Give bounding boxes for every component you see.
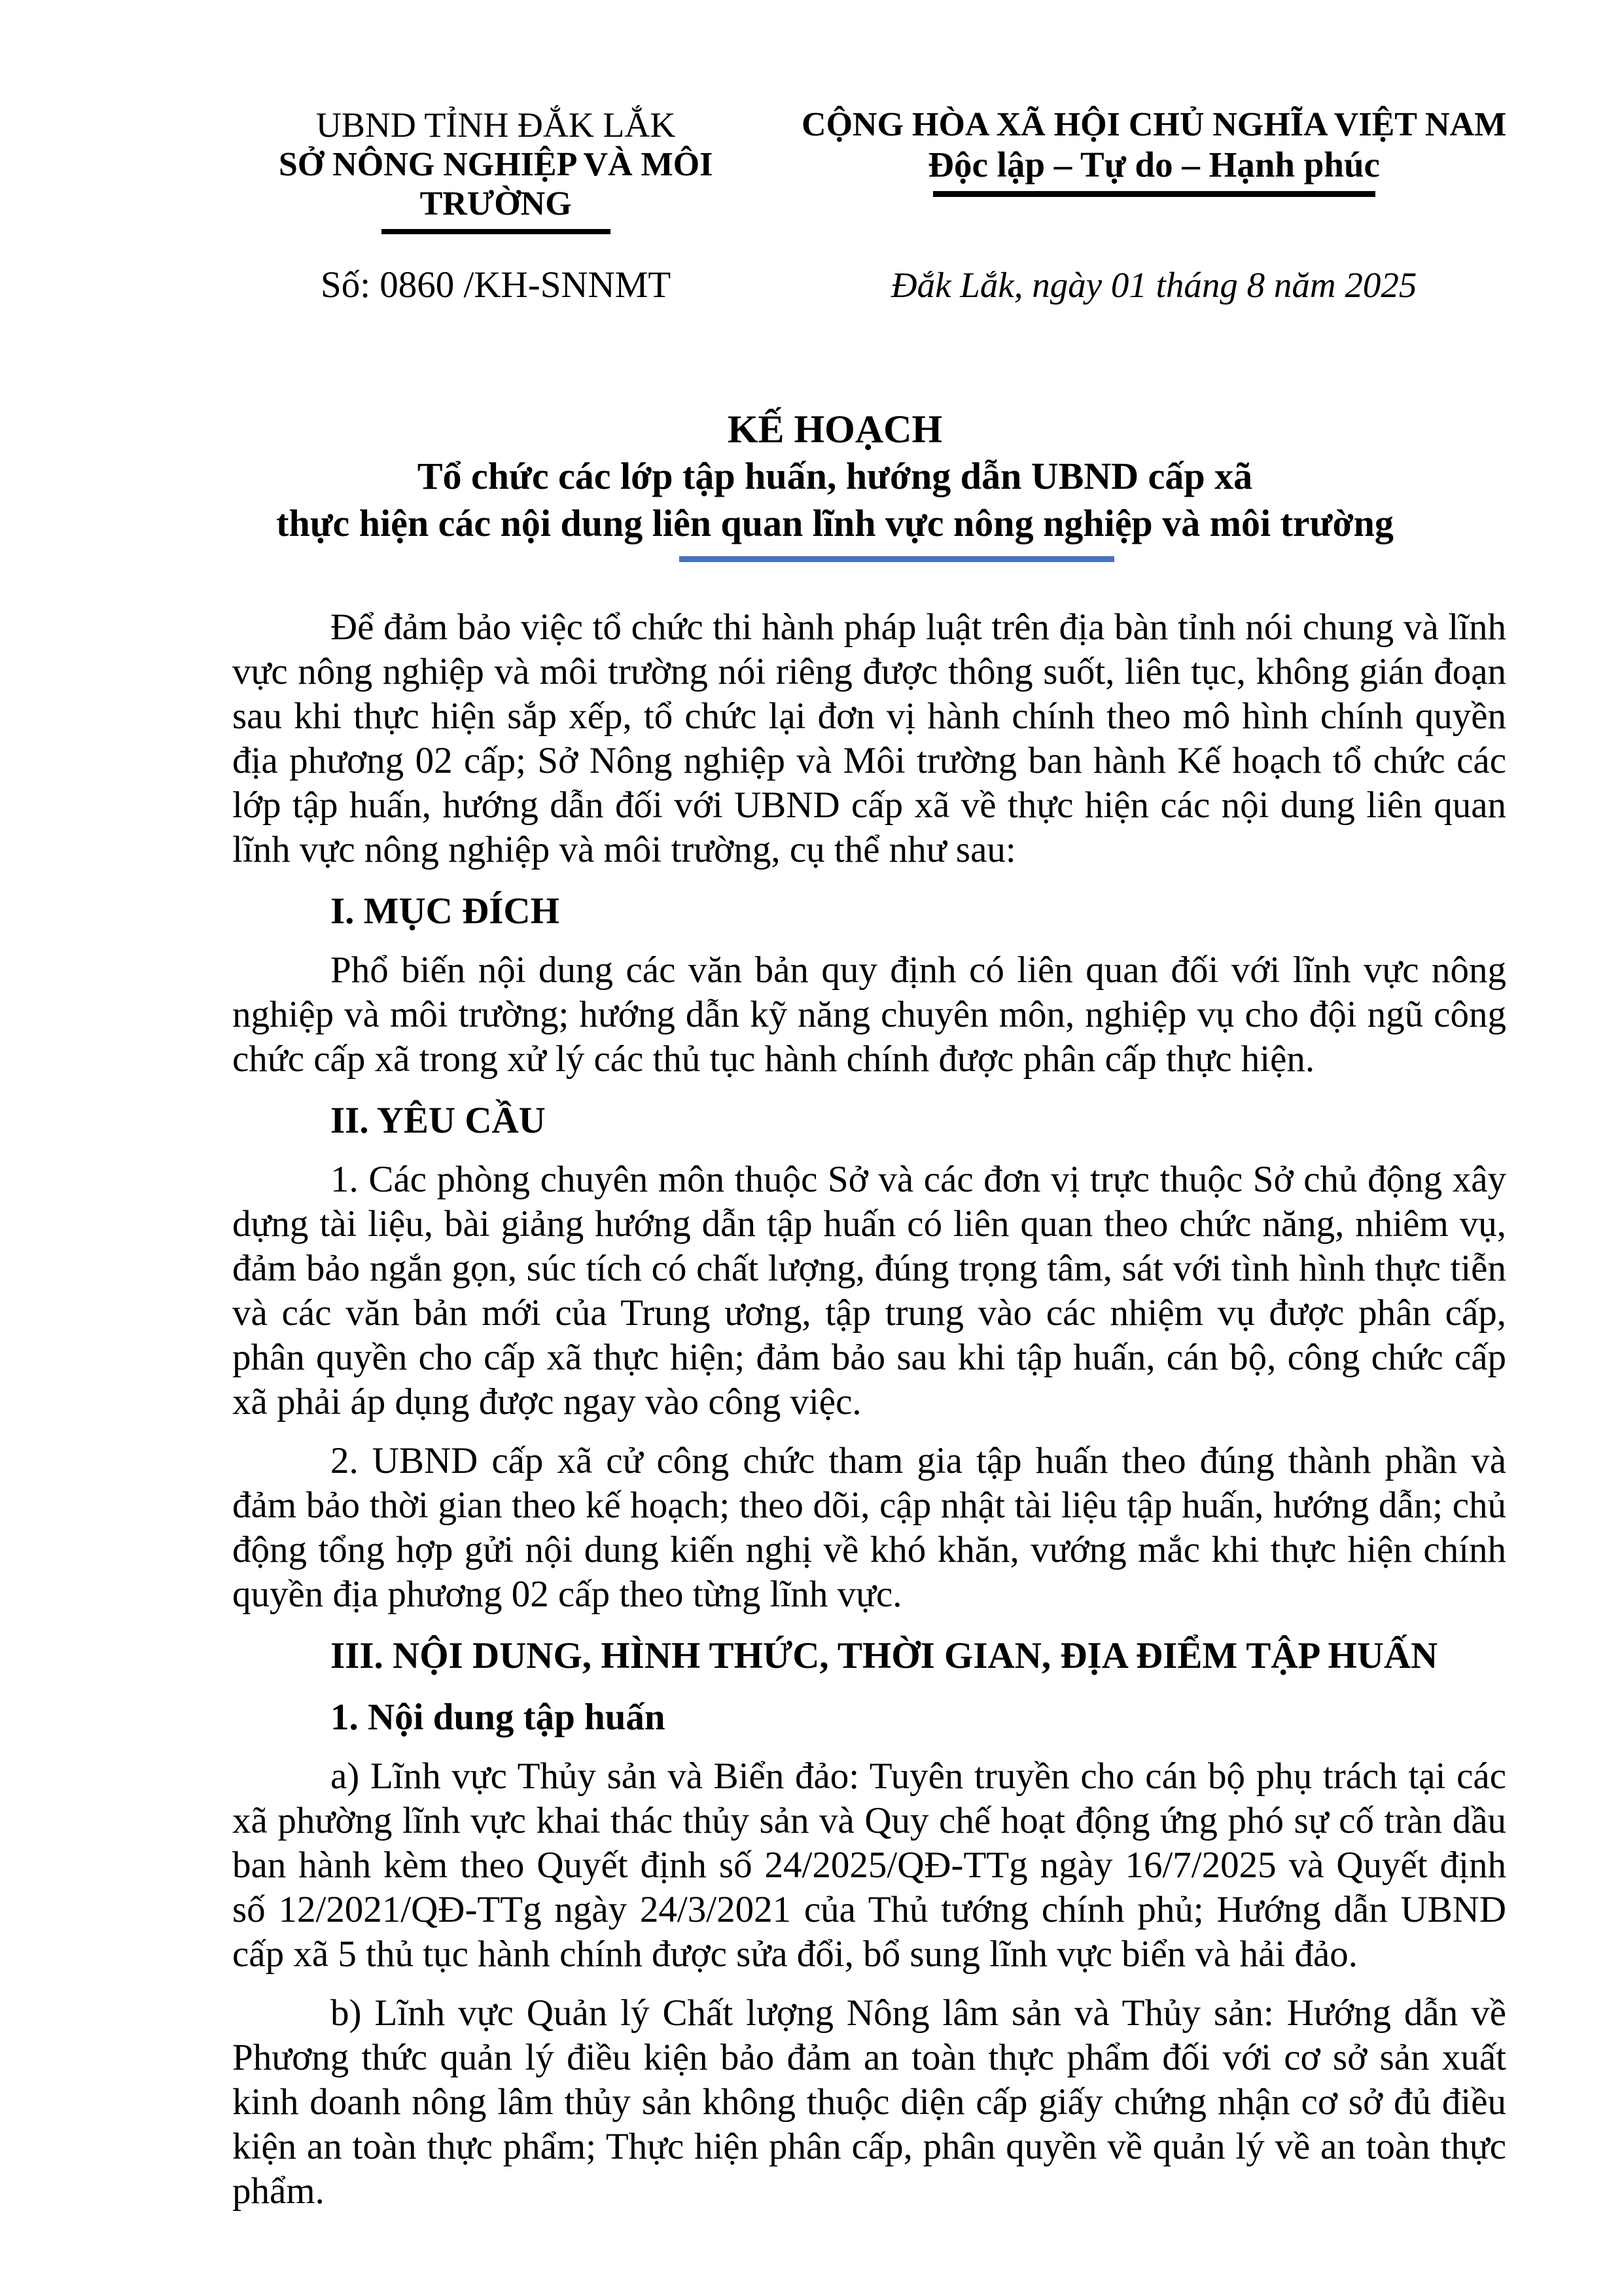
subheading-noi-dung-tap-huan: 1. Nội dung tập huấn xyxy=(330,1697,665,1738)
place-and-date: Đắk Lắk, ngày 01 tháng 8 năm 2025 xyxy=(891,265,1417,305)
document-number: Số: 0860 /KH-SNNMT xyxy=(321,264,671,306)
national-title: CỘNG HÒA XÃ HỘI CHỦ NGHĨA VIỆT NAM xyxy=(802,106,1507,143)
title-accent-rule xyxy=(679,556,1114,562)
agency-underline-rule xyxy=(381,229,610,234)
document-type-title: KẾ HOẠCH xyxy=(727,408,943,451)
national-motto: Độc lập – Tự do – Hạnh phúc xyxy=(928,145,1380,185)
muc-dich-paragraph: Phổ biến nội dung các văn bản quy định có liên quan đối với lĩnh vực nông nghiệp và môi trường; hướng dẫn kỹ năng chuyên môn, nghiệp vụ cho đội ngũ công chức cấp xã trong xử lý các thủ tục hành chính được phân cấp thực hiện. xyxy=(232,949,1506,1080)
document-subtitle-line2: thực hiện các nội dung liên quan lĩnh vực nông nghiệp và môi trường xyxy=(276,502,1394,544)
document-title-block xyxy=(141,406,1529,562)
section-heading-yeu-cau: II. YÊU CẦU xyxy=(330,1100,546,1141)
noi-dung-item-b: b) Lĩnh vực Quản lý Chất lượng Nông lâm sản và Thủy sản: Hướng dẫn về Phương thức quản lý điều kiện bảo đảm an toàn thực phẩm đối với cơ sở sản xuất kinh doanh nông lâm thủy sản không thuộc diện cấp giấy chứng nhận cơ sở đủ điều kiện an toàn thực phẩm; Thực hiện phân cấp, phân quyền về quản lý về an toàn thực phẩm. xyxy=(232,1992,1506,2212)
intro-paragraph: Để đảm bảo việc tổ chức thi hành pháp luật trên địa bàn tỉnh nói chung và lĩnh vực nông nghiệp và môi trường nói riêng được thông suốt, liên tục, không gián đoạn sau khi thực hiện sắp xếp, tổ chức lại đơn vị hành chính theo mô hình chính quyền địa phương 02 cấp; Sở Nông nghiệp và Môi trường ban hành Kế hoạch tổ chức các lớp tập huấn, hướng dẫn đối với UBND cấp xã về thực hiện các nội dung liên quan lĩnh vực nông nghiệp và môi trường, cụ thể như sau: xyxy=(232,607,1506,870)
yeu-cau-item-1: 1. Các phòng chuyên môn thuộc Sở và các đơn vị trực thuộc Sở chủ động xây dựng tài liệu, bài giảng hướng dẫn tập huấn có liên quan theo chức năng, nhiêm vụ, đảm bảo ngắn gọn, súc tích có chất lượng, đúng trọng tâm, sát với tình hình thực tiễn và các văn bản mới của Trung ương, tập trung vào các nhiệm vụ được phân cấp, phân quyền cho cấp xã thực hiện; đảm bảo sau khi tập huấn, cán bộ, công chức cấp xã phải áp dụng được ngay vào công việc. xyxy=(232,1159,1506,1422)
noi-dung-item-a: a) Lĩnh vực Thủy sản và Biển đảo: Tuyên truyền cho cán bộ phụ trách tại các xã phường lĩnh vực khai thác thủy sản và Quy chế hoạt động ứng phó sự cố tràn dầu ban hành kèm theo Quyết định số 24/2025/QĐ-TTg ngày 16/7/2025 và Quyết định số 12/2021/QĐ-TTg ngày 24/3/2021 của Thủ tướng chính phủ; Hướng dẫn UBND cấp xã 5 thủ tục hành chính được sửa đổi, bổ sung lĩnh vực biển và hải đảo. xyxy=(232,1756,1506,1975)
section-heading-noi-dung: III. NỘI DUNG, HÌNH THỨC, THỜI GIAN, ĐỊA ĐIỂM TẬP HUẤN xyxy=(330,1635,1438,1676)
parent-agency-name: UBND TỈNH ĐẮK LẮK xyxy=(315,105,676,145)
document-subtitle-line1: Tổ chức các lớp tập huấn, hướng dẫn UBND cấp xã xyxy=(417,455,1253,497)
header-national-block xyxy=(785,105,1523,234)
section-heading-muc-dich: I. MỤC ĐÍCH xyxy=(330,891,559,932)
yeu-cau-item-2: 2. UBND cấp xã cử công chức tham gia tập huấn theo đúng thành phần và đảm bảo thời gian theo kế hoạch; theo dõi, cập nhật tài liệu tập huấn, hướng dẫn; chủ động tổng hợp gửi nội dung kiến nghị về khó khăn, vướng mắc khi thực hiện chính quyền địa phương 02 cấp theo từng lĩnh vực. xyxy=(232,1440,1506,1615)
document-body xyxy=(232,605,1506,2214)
motto-underline-rule xyxy=(933,191,1375,197)
issuing-agency-name: SỞ NÔNG NGHIỆP VÀ MÔI TRƯỜNG xyxy=(278,146,713,222)
document-meta-row xyxy=(206,263,1523,308)
document-header xyxy=(206,105,1523,234)
header-issuing-agency xyxy=(206,105,785,234)
